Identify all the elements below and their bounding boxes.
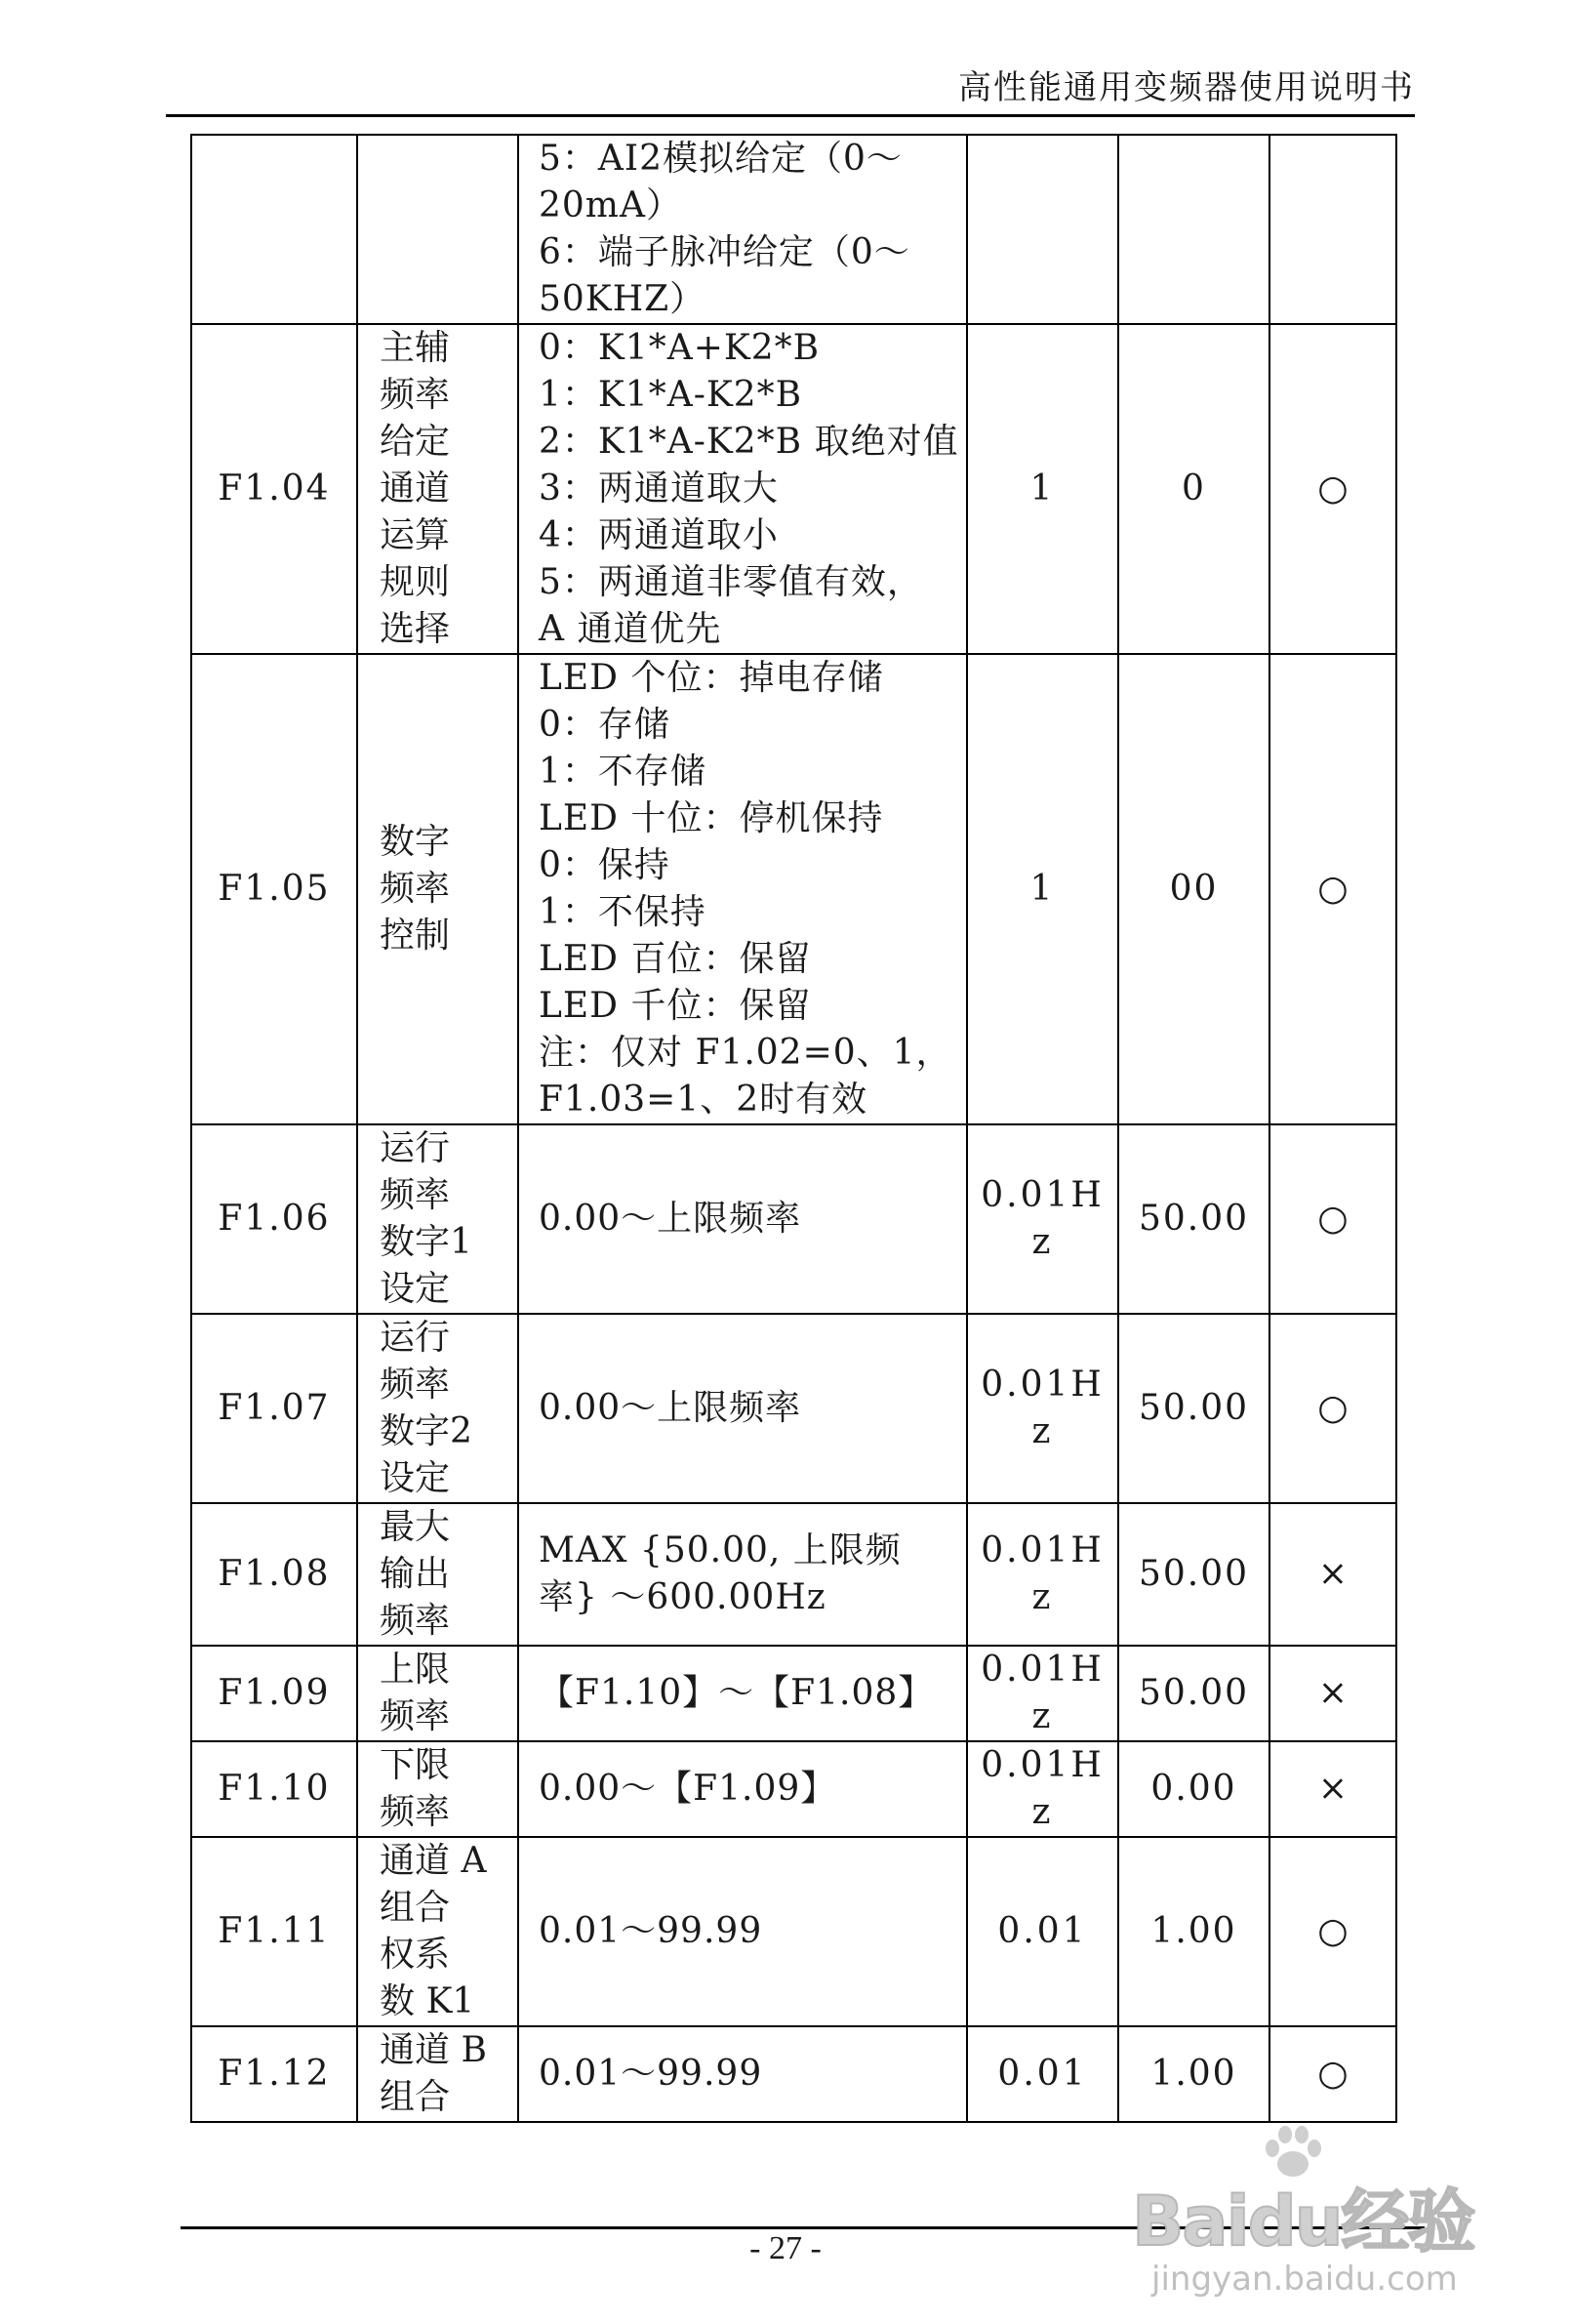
cell-line: 输出 (380, 1554, 451, 1594)
cell-line: 5：AI2模拟给定（0～ (539, 139, 903, 179)
param-name-cell (357, 1837, 518, 2026)
cell-line: 50KHZ） (539, 279, 706, 319)
cell-line: 频率 (380, 375, 451, 415)
param-modify-cell: ○ (1269, 1124, 1396, 1314)
cell-line: 0.00～上限频率 (539, 1199, 802, 1239)
param-range-cell (518, 1741, 967, 1837)
cell-line: z (1031, 1411, 1054, 1451)
cell-line: 0.01H (981, 1365, 1105, 1405)
page-number: - 27 - (749, 2230, 822, 2266)
param-name-cell (357, 1124, 518, 1314)
param-modify-cell: × (1269, 1646, 1396, 1741)
table-row (191, 1837, 1396, 2026)
cell-line: 0.01～99.99 (539, 2054, 763, 2094)
param-range-cell (518, 324, 967, 654)
cell-line: 组合 (380, 1888, 451, 1928)
table-row (191, 1314, 1396, 1503)
cell-line: 1 (1029, 469, 1056, 509)
cell-line: 注：仅对 F1.02=0、1， (539, 1033, 952, 1073)
cell-line: 规则 (380, 562, 451, 602)
cell-line: 0.00～上限频率 (539, 1388, 802, 1428)
cell-line: 【F1.10】～【F1.08】 (539, 1673, 935, 1713)
cell-line: 设定 (380, 1458, 451, 1498)
param-code-cell: F1.07 (191, 1314, 357, 1503)
param-default-cell: 50.00 (1118, 1314, 1269, 1503)
cell-line: z (1031, 1577, 1054, 1617)
param-range-cell (518, 1503, 967, 1646)
cell-line: 0.01H (981, 1745, 1105, 1785)
cell-line: 运行 (380, 1318, 451, 1358)
param-code-cell: F1.06 (191, 1124, 357, 1314)
cell-line: LED 十位：停机保持 (539, 798, 884, 838)
cell-line: 运行 (380, 1128, 451, 1168)
param-unit-cell (967, 1741, 1118, 1837)
document-title: 高性能通用变频器使用说明书 (958, 68, 1415, 107)
cell-line: 1 (1029, 869, 1056, 909)
cell-line: 4：两通道取小 (539, 515, 779, 555)
cell-line: 通道 (380, 469, 451, 509)
cell-line: 组合 (380, 2077, 451, 2117)
cell-line: MAX {50.00, 上限频 (539, 1530, 902, 1570)
param-default-cell: 1.00 (1118, 1837, 1269, 2026)
cell-line: 0.01H (981, 1175, 1105, 1215)
param-name-cell (357, 324, 518, 654)
param-range-cell (518, 135, 967, 324)
param-code-cell: F1.12 (191, 2026, 357, 2122)
param-unit-cell (967, 1646, 1118, 1741)
cell-line: 0：存储 (539, 705, 670, 745)
cell-line: 权系 (380, 1935, 451, 1975)
cell-line: 数字2 (380, 1411, 472, 1451)
param-default-cell: 50.00 (1118, 1503, 1269, 1646)
cell-line: 2：K1*A-K2*B 取绝对值 (539, 422, 959, 462)
cell-line: 1：不保持 (539, 892, 706, 932)
table-row (191, 1124, 1396, 1314)
cell-line: z (1031, 1222, 1054, 1262)
param-range-cell (518, 1314, 967, 1503)
parameter-table (190, 134, 1397, 2123)
cell-line: z (1031, 1696, 1054, 1736)
param-code-cell (191, 135, 357, 324)
cell-line: 数 K1 (380, 1981, 475, 2021)
cell-line: 1：不存储 (539, 752, 706, 792)
param-code-cell: F1.11 (191, 1837, 357, 2026)
param-unit-cell (967, 324, 1118, 654)
param-range-cell (518, 2026, 967, 2122)
param-unit-cell (967, 1124, 1118, 1314)
param-code-cell: F1.08 (191, 1503, 357, 1646)
param-name-cell (357, 2026, 518, 2122)
param-modify-cell: ○ (1269, 2026, 1396, 2122)
cell-line: 频率 (380, 1696, 451, 1736)
param-default-cell: 1.00 (1118, 2026, 1269, 2122)
param-modify-cell: ○ (1269, 324, 1396, 654)
param-code-cell: F1.10 (191, 1741, 357, 1837)
cell-line: LED 千位：保留 (539, 986, 812, 1026)
cell-line: 0：保持 (539, 845, 670, 885)
cell-line: 0.01 (997, 2054, 1088, 2094)
param-name-cell (357, 1503, 518, 1646)
cell-line: 数字 (380, 822, 451, 862)
cell-line: 设定 (380, 1269, 451, 1309)
param-modify-cell (1269, 135, 1396, 324)
param-name-cell (357, 1741, 518, 1837)
table-row (191, 135, 1396, 324)
table-row (191, 324, 1396, 654)
param-name-cell (357, 135, 518, 324)
cell-line: 频率 (380, 1792, 451, 1832)
cell-line: 下限 (380, 1745, 451, 1785)
cell-line: 频率 (380, 1601, 451, 1641)
param-default-cell: 00 (1118, 654, 1269, 1124)
param-modify-cell: × (1269, 1503, 1396, 1646)
cell-line: 20mA） (539, 185, 682, 225)
cell-line: 1：K1*A-K2*B (539, 375, 803, 415)
baidu-watermark (1132, 2123, 1503, 2318)
table-row (191, 1503, 1396, 1646)
param-range-cell (518, 654, 967, 1124)
param-modify-cell: × (1269, 1741, 1396, 1837)
param-range-cell (518, 1837, 967, 2026)
param-unit-cell (967, 2026, 1118, 2122)
param-code-cell: F1.09 (191, 1646, 357, 1741)
table-row (191, 2026, 1396, 2122)
param-name-cell (357, 654, 518, 1124)
param-code-cell: F1.04 (191, 324, 357, 654)
cell-line: 运算 (380, 515, 451, 555)
param-code-cell: F1.05 (191, 654, 357, 1124)
cell-line: 控制 (380, 916, 451, 956)
cell-line: 给定 (380, 422, 451, 462)
cell-line: 5：两通道非零值有效， (539, 562, 923, 602)
param-default-cell: 0 (1118, 324, 1269, 654)
param-unit-cell (967, 1837, 1118, 2026)
cell-line: 上限 (380, 1650, 451, 1690)
param-unit-cell (967, 135, 1118, 324)
cell-line: 0.01H (981, 1530, 1105, 1570)
table-row (191, 654, 1396, 1124)
param-range-cell (518, 1646, 967, 1741)
param-default-cell: 0.00 (1118, 1741, 1269, 1837)
cell-line: 6：端子脉冲给定（0～ (539, 232, 910, 272)
cell-line: 0.01 (997, 1911, 1088, 1951)
param-unit-cell (967, 654, 1118, 1124)
cell-line: F1.03=1、2时有效 (539, 1080, 868, 1120)
cell-line: z (1031, 1792, 1054, 1832)
parameter-table-body (191, 135, 1396, 2122)
table-row (191, 1741, 1396, 1837)
watermark-brand: Baidu经验 (1132, 2181, 1474, 2262)
cell-line: 频率 (380, 1175, 451, 1215)
param-modify-cell: ○ (1269, 1314, 1396, 1503)
param-name-cell (357, 1646, 518, 1741)
cell-line: 0.01H (981, 1650, 1105, 1690)
watermark-url: jingyan.baidu.com (1151, 2260, 1458, 2299)
param-modify-cell: ○ (1269, 1837, 1396, 2026)
param-default-cell (1118, 135, 1269, 324)
cell-line: 频率 (380, 869, 451, 909)
param-modify-cell: ○ (1269, 654, 1396, 1124)
param-name-cell (357, 1314, 518, 1503)
cell-line: 数字1 (380, 1222, 472, 1262)
param-default-cell: 50.00 (1118, 1124, 1269, 1314)
cell-line: 最大 (380, 1507, 451, 1547)
param-unit-cell (967, 1314, 1118, 1503)
cell-line: 主辅 (380, 328, 451, 368)
cell-line: 通道 A (380, 1841, 487, 1881)
cell-line: A 通道优先 (539, 609, 722, 649)
cell-line: 频率 (380, 1365, 451, 1405)
cell-line: 3：两通道取大 (539, 469, 779, 509)
cell-line: 0.01～99.99 (539, 1911, 763, 1951)
param-unit-cell (967, 1503, 1118, 1646)
header-rule (166, 114, 1415, 117)
cell-line: 0.00～【F1.09】 (539, 1769, 837, 1809)
table-row (191, 1646, 1396, 1741)
param-default-cell: 50.00 (1118, 1646, 1269, 1741)
cell-line: LED 百位：保留 (539, 939, 812, 979)
cell-line: LED 个位：掉电存储 (539, 658, 884, 698)
cell-line: 通道 B (380, 2030, 487, 2070)
cell-line: 选择 (380, 609, 451, 649)
cell-line: 0：K1*A+K2*B (539, 328, 821, 368)
cell-line: 率} ～600.00Hz (539, 1577, 826, 1617)
param-range-cell (518, 1124, 967, 1314)
